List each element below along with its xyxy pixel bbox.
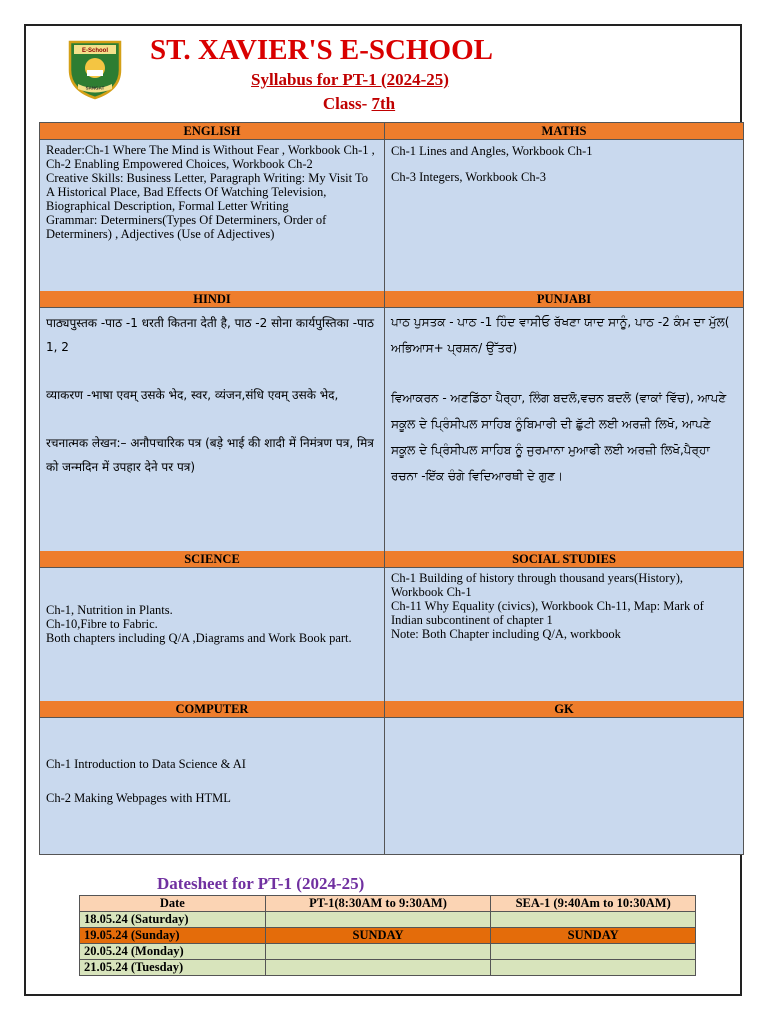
hindi-content (40, 311, 384, 551)
english-content (40, 143, 384, 293)
science-line: Both chapters including Q/A ,Diagrams and Work Book part. (46, 631, 352, 645)
computer-line: Ch-2 Making Webpages with HTML (46, 791, 231, 805)
row-date: 21.05.24 (Tuesday) (80, 960, 266, 976)
english-line: Reader:Ch-1 Where The Mind is Without Fear , Workbook Ch-1 , Ch-2 Enabling Empowered Choices, Workbook Ch-2 (46, 143, 375, 171)
english-header: ENGLISH (40, 123, 384, 140)
datesheet-row (80, 960, 696, 976)
col-pt1: PT-1(8:30AM to 9:30AM) (265, 896, 491, 912)
social-studies-header: SOCIAL STUDIES (385, 551, 743, 568)
hindi-line: पाठ्यपुस्तक -पाठ -1 धरती कितना देती है, पाठ -2 सोना कार्यपुस्तिका -पाठ 1, 2 (46, 316, 374, 354)
logo-text-bottom: SANGAT (85, 85, 105, 91)
maths-line: Ch-1 Lines and Angles, Workbook Ch-1 (391, 144, 593, 158)
syllabus-grid (39, 122, 744, 855)
gk-header: GK (385, 701, 743, 718)
datesheet-header-row (80, 896, 696, 912)
social-studies-line: Ch-11 Why Equality (civics), Workbook Ch-11, Map: Mark of Indian subcontinent of chapter 1 (391, 599, 704, 627)
class-prefix: Class- (322, 94, 372, 113)
punjabi-line: ਵਿਆਕਰਨ - ਅਣਡਿੱਠਾ ਪੈਰ੍ਹਾ, ਲਿੰਗ ਬਦਲੋ,ਵਚਨ ਬਦਲੋ (ਵਾਕਾਂ ਵਿੱਚ), ਆਪਣੇ ਸਕੂਲ ਦੇ ਪ੍ਰਿੰਸੀਪਲ ਸਾਹਿਬ ਨੂੰਬਿਮਾਰੀ ਦੀ ਛੁੱਟੀ ਲਈ ਅਰਜ਼ੀ ਲਿਖੋ, ਆਪਣੇ ਸਕੂਲ ਦੇ ਪ੍ਰਿੰਸੀਪਲ ਸਾਹਿਬ ਨੂੰ ਜੁਰਮਾਨਾ ਮੁਆਫੀ ਲਈ ਅਰਜ਼ੀ ਲਿਖੋ,ਪੈਰ੍ਹਾ ਰਚਨਾ -ਇੱਕ ਚੰਗੇ ਵਿਦਿਆਰਥੀ ਦੇ ਗੁਣ। (391, 391, 727, 483)
punjabi-line: ਪਾਠ ਪੁਸਤਕ - ਪਾਠ -1 ਹਿੰਦ ਵਾਸੀਓ ਰੱਖਣਾ ਯਾਦ ਸਾਨੂੰ, ਪਾਠ -2 ਕੰਮ ਦਾ ਮੁੱਲ( ਅਭਿਆਸ+ ਪ੍ਰਸ਼ਨ/ ਉੱਤਰ) (391, 315, 730, 355)
science-line: Ch-1, Nutrition in Plants. (46, 603, 173, 617)
row-date: 19.05.24 (Sunday) (80, 928, 266, 944)
gk-content (385, 721, 743, 851)
col-date: Date (80, 896, 266, 912)
logo-text-top: E-School (81, 48, 109, 54)
datesheet-row (80, 944, 696, 960)
row-pt1 (265, 912, 491, 928)
row-pt1 (265, 944, 491, 960)
class-label (200, 94, 518, 114)
computer-content (40, 757, 384, 837)
punjabi-header: PUNJABI (385, 291, 743, 308)
social-studies-line: Note: Both Chapter including Q/A, workbook (391, 627, 621, 641)
social-studies-content (385, 571, 743, 701)
col-sea1: SEA-1 (9:40Am to 10:30AM) (491, 896, 696, 912)
computer-line: Ch-1 Introduction to Data Science & AI (46, 757, 246, 771)
science-header: SCIENCE (40, 551, 384, 568)
hindi-header: HINDI (40, 291, 384, 308)
row-pt1 (265, 960, 491, 976)
datesheet-row (80, 928, 696, 944)
hindi-line: व्याकरण -भाषा एवम् उसके भेद, स्वर, व्यंजन,संधि एवम् उसके भेद, (46, 388, 339, 402)
row-date: 18.05.24 (Saturday) (80, 912, 266, 928)
social-studies-line: Ch-1 Building of history through thousand years(History), Workbook Ch-1 (391, 571, 683, 599)
maths-content (385, 144, 743, 294)
english-line: Grammar: Determiners(Types Of Determiners, Order of Determiners) , Adjectives (Use of Adjectives) (46, 213, 327, 241)
syllabus-title: Syllabus for PT-1 (2024-25) (251, 70, 449, 89)
maths-header: MATHS (385, 123, 743, 140)
row-sea1: SUNDAY (491, 928, 696, 944)
hindi-line: रचनात्मक लेखन:– अनौपचारिक पत्र (बड़े भाई की शादी में निमंत्रण पत्र, मित्र को जन्मदिन में उपहार देने पर पत्र) (46, 436, 374, 474)
school-name: ST. XAVIER'S E-SCHOOL (150, 34, 494, 66)
english-line: Creative Skills: Business Letter, Paragraph Writing: My Visit To A Historical Place, Bad Effects Of Watching Television, (46, 171, 368, 199)
row-sea1 (491, 960, 696, 976)
datesheet-row (80, 912, 696, 928)
datesheet-title: Datesheet for PT-1 (2024-25) (157, 874, 365, 893)
school-logo (66, 36, 124, 100)
computer-header: COMPUTER (40, 701, 384, 718)
english-line: Biographical Description, Formal Letter Writing (46, 199, 289, 213)
row-pt1: SUNDAY (265, 928, 491, 944)
row-sea1 (491, 944, 696, 960)
datesheet-table (79, 895, 696, 976)
science-line: Ch-10,Fibre to Fabric. (46, 617, 158, 631)
maths-line: Ch-3 Integers, Workbook Ch-3 (391, 170, 546, 184)
row-date: 20.05.24 (Monday) (80, 944, 266, 960)
row-sea1 (491, 912, 696, 928)
punjabi-content (385, 309, 743, 549)
science-content (40, 603, 384, 703)
class-value: 7th (371, 94, 396, 113)
